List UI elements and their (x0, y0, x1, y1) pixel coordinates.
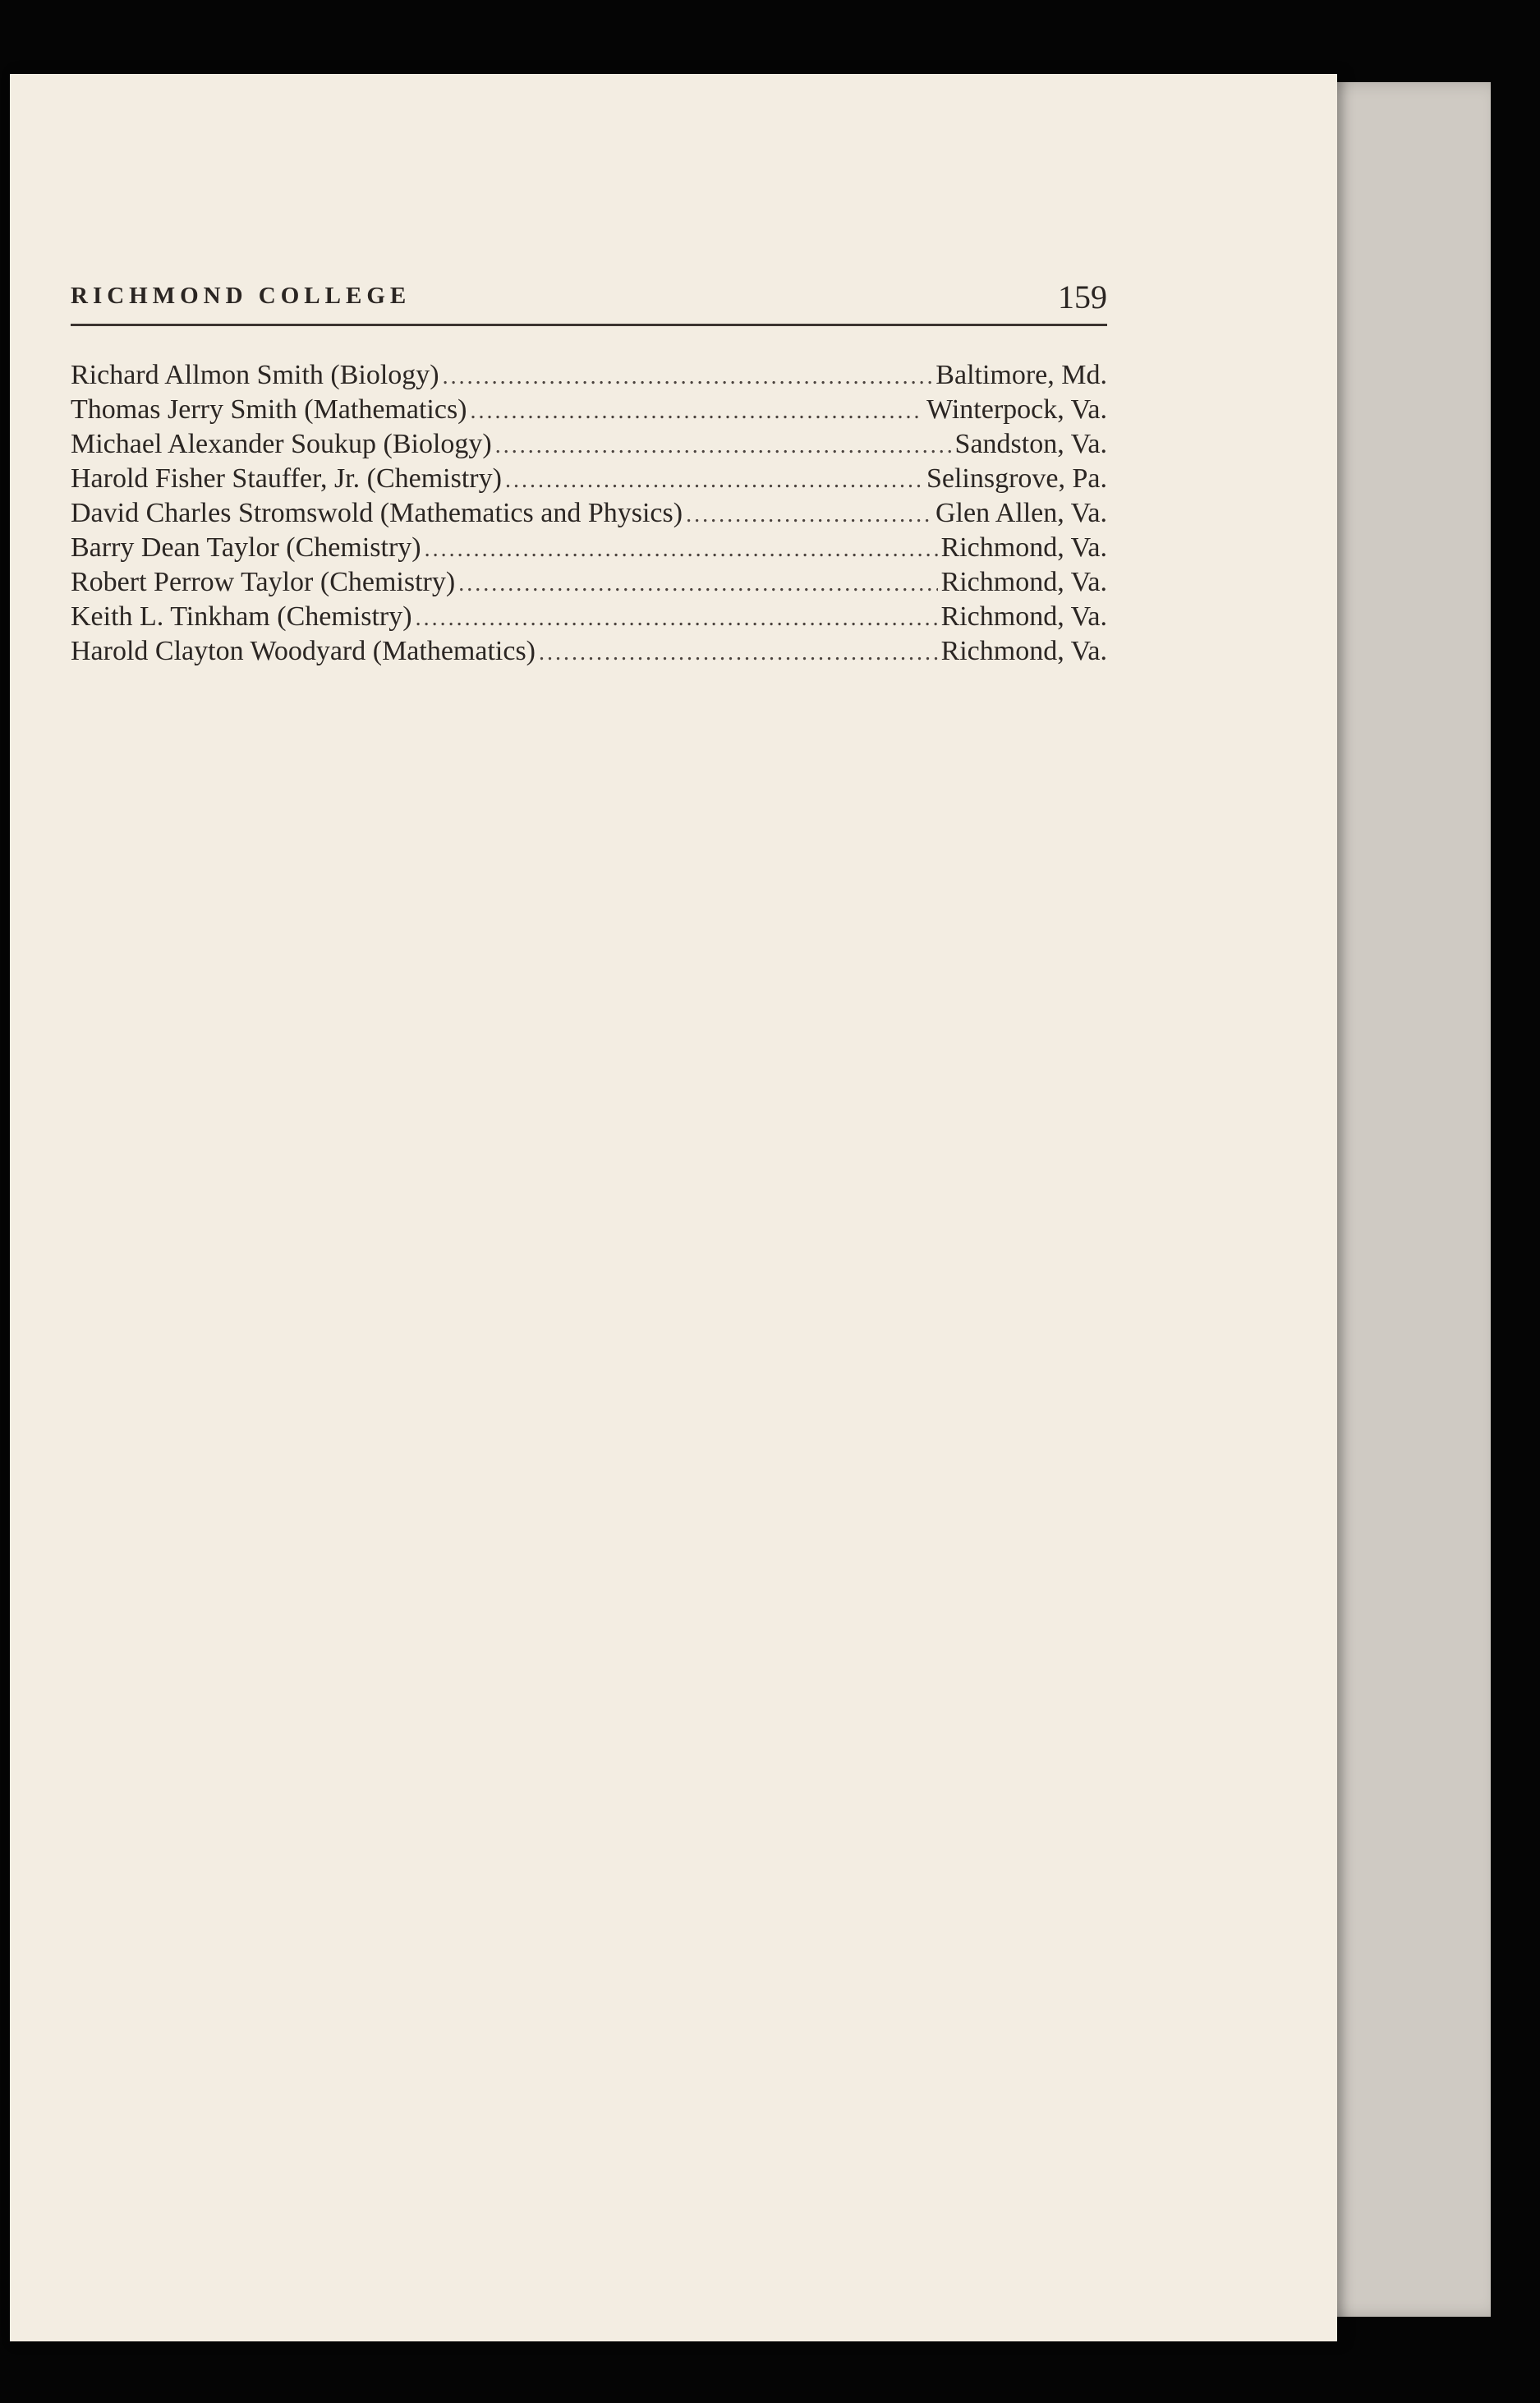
hometown: Richmond, Va. (940, 636, 1107, 666)
running-head: RICHMOND COLLEGE (71, 283, 411, 309)
dot-leader (443, 360, 933, 394)
hometown: Richmond, Va. (940, 567, 1107, 597)
list-item (71, 393, 1107, 427)
dot-leader (458, 567, 937, 601)
dot-leader (471, 394, 924, 429)
student-name: Barry Dean Taylor (Chemistry) (71, 532, 421, 563)
list-item (71, 634, 1107, 669)
list-item (71, 496, 1107, 531)
dot-leader (539, 636, 938, 670)
hometown: Selinsgrove, Pa. (926, 463, 1107, 494)
page-number: 159 (1058, 279, 1107, 315)
dot-leader (425, 532, 938, 567)
list-item (71, 427, 1107, 462)
hometown: Baltimore, Md. (935, 360, 1107, 390)
hometown: Richmond, Va. (940, 601, 1107, 632)
list-item (71, 358, 1107, 393)
student-name: Harold Fisher Stauffer, Jr. (Chemistry) (71, 463, 502, 494)
student-name: Thomas Jerry Smith (Mathematics) (71, 394, 467, 425)
list-item (71, 531, 1107, 565)
student-name: Michael Alexander Soukup (Biology) (71, 429, 492, 459)
hometown: Richmond, Va. (940, 532, 1107, 563)
header-rule (71, 324, 1107, 326)
list-item (71, 462, 1107, 496)
list-item (71, 600, 1107, 634)
dot-leader (505, 463, 923, 498)
student-list (71, 358, 1107, 669)
dot-leader (495, 429, 952, 463)
student-name: Richard Allmon Smith (Biology) (71, 360, 439, 390)
dot-leader (416, 601, 938, 636)
student-name: Harold Clayton Woodyard (Mathematics) (71, 636, 536, 666)
student-name: Keith L. Tinkham (Chemistry) (71, 601, 412, 632)
page-header (71, 209, 1107, 315)
hometown: Glen Allen, Va. (935, 498, 1107, 528)
hometown: Winterpock, Va. (926, 394, 1107, 425)
dot-leader (686, 498, 932, 532)
student-name: Robert Perrow Taylor (Chemistry) (71, 567, 456, 597)
list-item (71, 565, 1107, 600)
hometown: Sandston, Va. (954, 429, 1107, 459)
student-name: David Charles Stromswold (Mathematics and Physics) (71, 498, 683, 528)
